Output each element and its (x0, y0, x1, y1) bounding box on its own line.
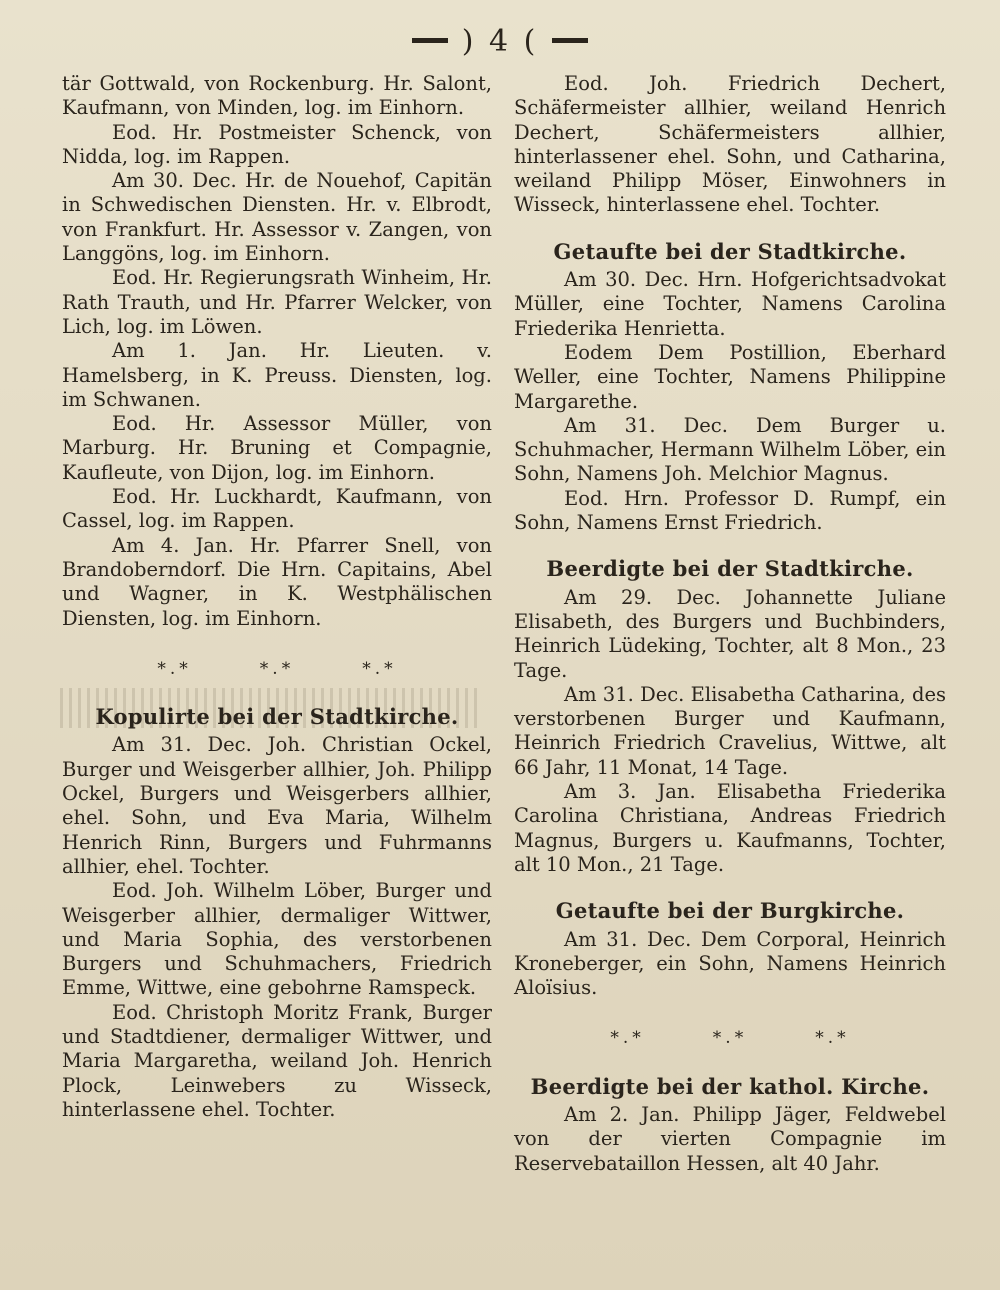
section-divider (514, 1026, 946, 1050)
arrival-entry: Eod. Hr. Assessor Müller, von Marburg. Hr. Bruning et Compagnie, Kaufleute, von Dijon, log. im Einhorn. (62, 412, 492, 484)
arrival-entry: Am 1. Jan. Hr. Lieuten. v. Hamelsberg, in K. Preuss. Diensten, log. im Schwanen. (62, 339, 492, 411)
arrival-entry: Eod. Hr. Luckhardt, Kaufmann, von Cassel, log. im Rappen. (62, 485, 492, 533)
section-divider (62, 657, 492, 681)
section-heading-buried-catholic: Beerdigte bei der kathol. Kirche. (530, 1073, 930, 1099)
section-heading-buried-city: Beerdigte bei der Stadtkirche. (546, 556, 914, 582)
divider-ornament: *.* (815, 1028, 850, 1049)
baptism-entry: Am 31. Dec. Dem Burger u. Schuhmacher, Hermann Wilhelm Löber, ein Sohn, Namens Joh. Melchior Magnus. (514, 413, 946, 486)
marriage-entry: Eod. Christoph Moritz Frank, Burger und Stadtdiener, dermaliger Wittwer, und Maria Margaretha, weiland Joh. Henrich Plock, Leinwebers zu Wisseck, hinterlassene ehel. Tochter. (62, 1000, 492, 1121)
divider-ornament: *.* (157, 658, 192, 679)
divider-ornament: *.* (712, 1028, 748, 1049)
marriage-entry: Am 31. Dec. Joh. Christian Ockel, Burger und Weisgerber allhier, Joh. Philipp Ockel, Burgers und Weisgerbers allhier, ehel. Sohn, und Eva Maria, Wilhelm Henrich Rinn, Burgers und Fuhrmanns allhier, ehel. Tochter. (62, 733, 492, 878)
arrival-entry: Eod. Hr. Regierungsrath Winheim, Hr. Rath Trauth, und Hr. Pfarrer Welcker, von Lich, log. im Löwen. (62, 266, 492, 338)
arrival-entry: tär Gottwald, von Rockenburg. Hr. Salont, Kaufmann, von Minden, log. im Einhorn. (62, 72, 492, 120)
burial-entry: Am 3. Jan. Elisabetha Friederika Carolina Christiana, Andreas Friedrich Magnus, Burgers u. Kaufmanns, Tochter, alt 10 Mon., 21 Tage. (514, 780, 946, 876)
section-heading-baptized-castle: Getaufte bei der Burgkirche. (555, 898, 905, 924)
divider-ornament: *.* (610, 1028, 645, 1049)
left-column (62, 72, 492, 1122)
burial-entry: Am 31. Dec. Elisabetha Catharina, des verstorbenen Burger und Kaufmann, Heinrich Friedrich Cravelius, Wittwe, alt 66 Jahr, 11 Monat, 14 Tage. (514, 682, 946, 779)
section-heading-copulated: Kopulirte bei der Stadtkirche. (95, 704, 459, 730)
baptism-entry: Eodem Dem Postillion, Eberhard Weller, eine Tochter, Namens Philippine Margarethe. (514, 340, 946, 413)
baptism-entry: Am 30. Dec. Hrn. Hofgerichtsadvokat Müller, eine Tochter, Namens Carolina Friederika Henrietta. (514, 268, 946, 340)
page-number: ) 4 ( (461, 24, 539, 59)
arrival-entry: Am 30. Dec. Hr. de Nouehof, Capitän in Schwedischen Diensten. Hr. v. Elbrodt, von Frankfurt. Hr. Assessor v. Zangen, von Langgöns, log. im Einhorn. (62, 169, 492, 266)
burial-entry: Am 2. Jan. Philipp Jäger, Feldwebel von der vierten Compagnie im Reservebataillon Hessen, alt 40 Jahr. (514, 1102, 946, 1175)
right-column (514, 72, 946, 1176)
header-rule-left (412, 38, 448, 43)
baptism-entry: Eod. Hrn. Professor D. Rumpf, ein Sohn, Namens Ernst Friedrich. (514, 486, 946, 535)
header-rule-right (552, 38, 588, 43)
marriage-entry: Eod. Joh. Friedrich Dechert, Schäfermeister allhier, weiland Henrich Dechert, Schäfermeisters allhier, hinterlassener ehel. Sohn, und Catharina, weiland Philipp Möser, Einwohners in Wisseck, hinterlassene ehel. Tochter. (514, 72, 946, 217)
section-heading-baptized-city: Getaufte bei der Stadtkirche. (553, 238, 907, 264)
page-header (0, 22, 1000, 62)
arrival-entry: Eod. Hr. Postmeister Schenck, von Nidda, log. im Rappen. (62, 120, 492, 168)
burial-entry: Am 29. Dec. Johannette Juliane Elisabeth, des Burgers und Buchbinders, Heinrich Lüdeking, Tochter, alt 8 Mon., 23 Tage. (514, 585, 946, 682)
baptism-entry: Am 31. Dec. Dem Corporal, Heinrich Kroneberger, ein Sohn, Namens Heinrich Aloïsius. (514, 927, 946, 1000)
divider-ornament: *.* (259, 658, 295, 679)
arrival-entry: Am 4. Jan. Hr. Pfarrer Snell, von Brandoberndorf. Die Hrn. Capitains, Abel und Wagner, in K. Westphälischen Diensten, log. im Einhorn. (62, 533, 492, 630)
divider-ornament: *.* (362, 658, 397, 679)
marriage-entry: Eod. Joh. Wilhelm Löber, Burger und Weisgerber allhier, dermaliger Wittwer, und Maria Sophia, des verstorbenen Burgers und Schuhmachers, Friedrich Emme, Wittwe, eine gebohrne Ramspeck. (62, 879, 492, 1000)
